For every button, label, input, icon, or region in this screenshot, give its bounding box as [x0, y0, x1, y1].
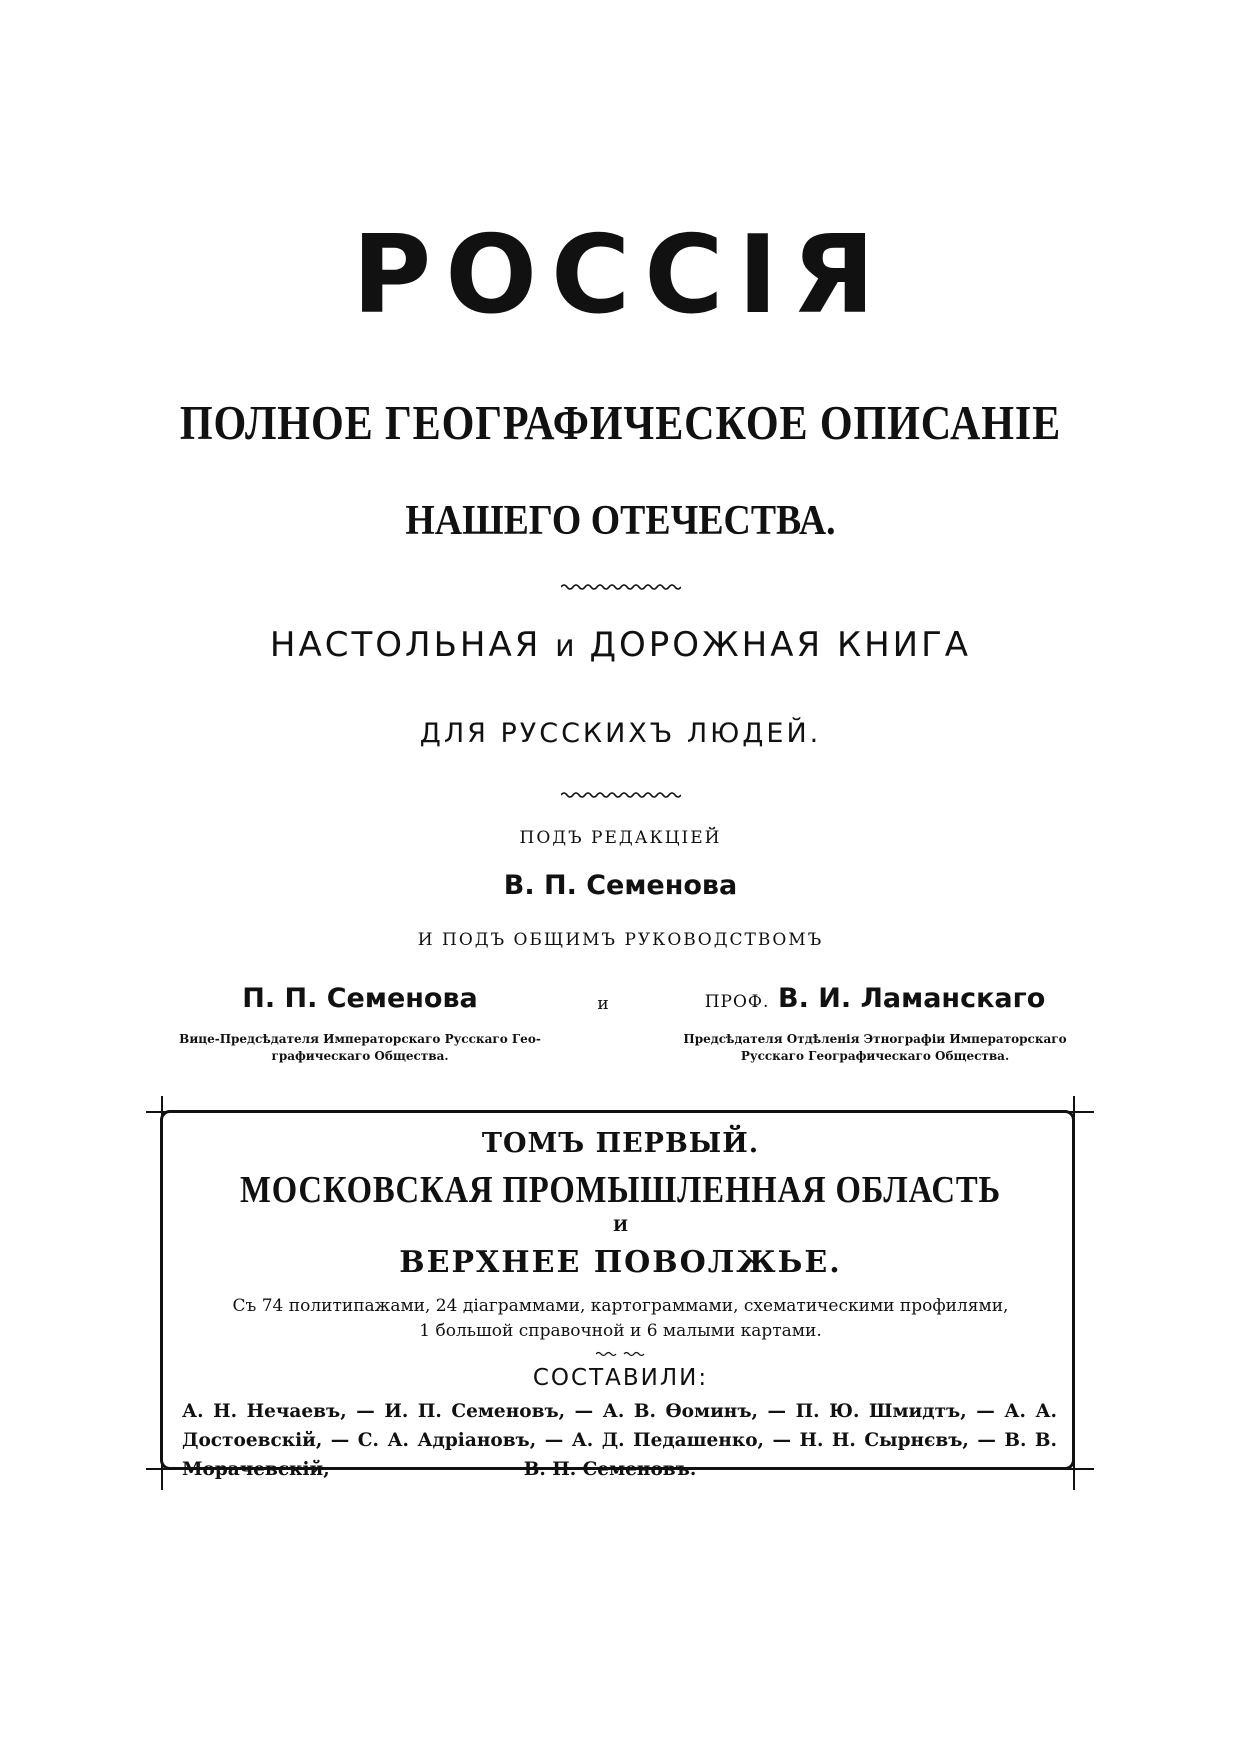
- leader-right-name: В. И. Ламанскаго: [778, 983, 1046, 1014]
- book-title: РОССІЯ: [352, 213, 889, 338]
- leader-right: [665, 985, 1085, 1012]
- leader-right-role-line-2: Русскаго Географическаго Общества.: [740, 1049, 1010, 1063]
- wavy-divider-3: [0, 1350, 1241, 1360]
- leader-left-role-line-2: графическаго Общества.: [271, 1049, 449, 1063]
- volume-region-2: ВЕРХНЕЕ ПОВОЛЖЬЕ.: [399, 1245, 842, 1280]
- wavy-divider: [0, 582, 1241, 592]
- authors-list: А. Н. Нечаевъ, — И. П. Семеновъ, — А. В. Ѳоминъ, — П. Ю. Шмидтъ, — А. А. Достоевскій, — С. А. Адріановъ, — А. Д. Педашенко, — Н. Н. Сырнєвъ, — В. В. Морачевскій,: [182, 1401, 1057, 1480]
- editor-label: ПОДЪ РЕДАКЦІЕЙ: [519, 828, 722, 848]
- leader-conj: и: [597, 994, 609, 1014]
- handbook-conj: и: [555, 629, 576, 664]
- editor-name: В. П. Семенова: [503, 870, 738, 901]
- frame-corner-mark: [1073, 1446, 1075, 1490]
- leader-right-role: [650, 1031, 1100, 1065]
- volume-region: МОСКОВСКАЯ ПРОМЫШЛЕННАЯ ОБЛАСТЬ: [239, 1169, 1002, 1211]
- frame-corner-mark: [161, 1446, 163, 1490]
- leader-left-name: П. П. Семенова: [242, 983, 478, 1014]
- authors-last: В. П. Семеновъ.: [523, 1459, 697, 1480]
- volume-label: ТОМЪ ПЕРВЫЙ.: [481, 1128, 760, 1159]
- volume-details: [190, 1294, 1051, 1344]
- leader-left-role-line-1: Вице-Предсѣдателя Императорскаго Русскаго Гео-: [179, 1032, 541, 1046]
- leader-left-role: [145, 1031, 575, 1065]
- leader-right-prefix: ПРОФ.: [704, 992, 770, 1012]
- handbook-part-2: ДОРОЖНАЯ КНИГА: [589, 625, 972, 665]
- volume-details-line-2: 1 большой справочной и 6 малыми картами.: [419, 1321, 822, 1341]
- frame-corner-mark: [146, 1111, 190, 1113]
- subtitle-line-1: ПОЛНОЕ ГЕОГРАФИЧЕСКОЕ ОПИСАНІЕ: [179, 395, 1062, 450]
- volume-details-line-1: Съ 74 политипажами, 24 діаграммами, картограммами, схематическими профилями,: [232, 1296, 1009, 1316]
- for-russian-people: ДЛЯ РУССКИХЪ ЛЮДЕЙ.: [419, 718, 822, 749]
- volume-conj: И: [612, 1216, 629, 1235]
- handbook-line: [0, 625, 1241, 665]
- guidance-label: И ПОДЪ ОБЩИМЪ РУКОВОДСТВОМЪ: [417, 930, 824, 950]
- wavy-divider-2: [0, 790, 1241, 800]
- frame-corner-mark: [1050, 1111, 1094, 1113]
- subtitle-line-2: НАШЕГО ОТЕЧЕСТВА.: [405, 498, 836, 544]
- handbook-part-1: НАСТОЛЬНАЯ: [269, 625, 542, 665]
- compiled-label: СОСТАВИЛИ:: [532, 1365, 709, 1391]
- leader-right-role-line-1: Предсѣдателя Отдѣленія Этнографіи Императорскаго: [683, 1032, 1067, 1046]
